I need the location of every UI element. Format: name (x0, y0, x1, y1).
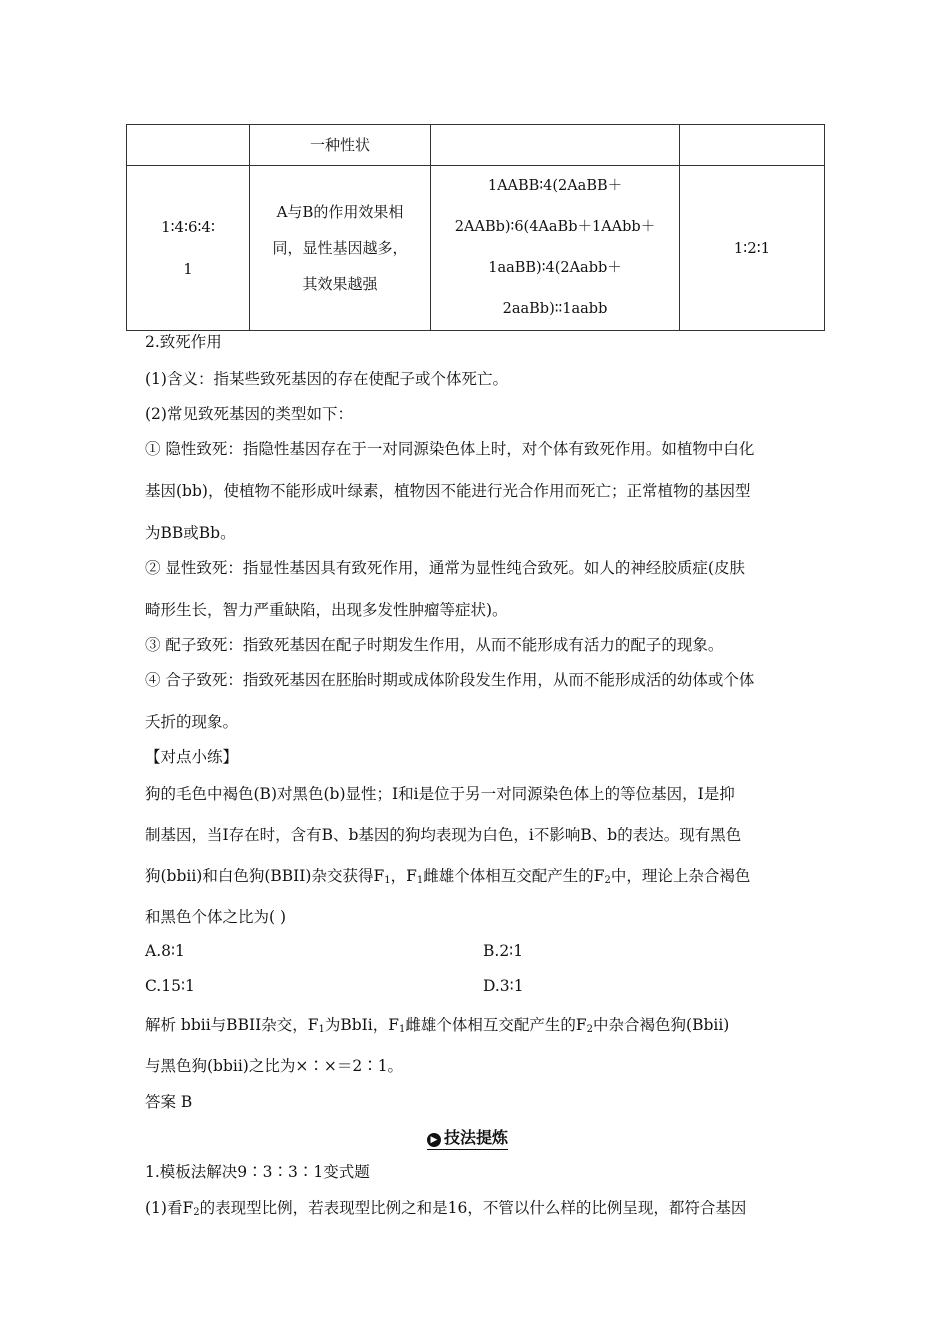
ratio-table (126, 124, 825, 331)
cell-line: 1 (183, 260, 193, 278)
answer-text: 答案 B (145, 1093, 193, 1111)
paragraph: ② 显性致死：指显性基因具有致死作用，通常为显性纯合致死。如人的神经胶质症(皮肤 (145, 559, 745, 577)
paragraph: (1)看$F_2$的表现型比例，若表现型比例之和是16，不管以什么样的比例呈现，都符合基因 (145, 1199, 747, 1218)
cell-line: 2AABb)∶6(4AaBb＋1AAbb＋ (454, 219, 656, 235)
table-cell (431, 125, 680, 166)
paragraph: 为BB或Bb。 (145, 524, 236, 542)
analysis-text: 解析 bbii与BBII杂交，$F_1$为BbIi，$F_1$雌雄个体相互交配产生的$F_2$中杂合褐色狗(Bbii) (145, 1016, 730, 1035)
section-title: 2.致死作用 (145, 333, 222, 351)
cell-line: 同，显性基因越多， (272, 239, 408, 257)
paragraph: ① 隐性致死：指隐性基因存在于一对同源染色体上时，对个体有致死作用。如植物中白化 (145, 440, 755, 458)
table-row (127, 166, 825, 331)
question-text: 狗的毛色中褐色(B)对黑色(b)显性；I和i是位于另一对同源染色体上的等位基因，I是抑 (145, 785, 735, 803)
table-row (127, 125, 825, 166)
option-c: C.15∶1 (145, 977, 195, 995)
table-cell (431, 166, 680, 331)
analysis-text: 与黑色狗(bbii)之比为×∶×＝2∶1。 (145, 1057, 404, 1075)
paragraph: (1)含义：指某些致死基因的存在使配子或个体死亡。 (145, 370, 508, 388)
question-text: 和黑色个体之比为( ) (145, 908, 287, 926)
table-cell (250, 166, 431, 331)
question-text: 狗(bbii)和白色狗(BBII)杂交获得$F_1$，$F_1$雌雄个体相互交配产生的$F_2$中，理论上杂合褐色 (145, 867, 751, 886)
table-cell (127, 125, 250, 166)
cell-line: 1aaBB)∶4(2Aabb＋ (488, 260, 622, 276)
paragraph: 基因(bb)，使植物不能形成叶绿素，植物因不能进行光合作用而死亡；正常植物的基因型 (145, 482, 751, 500)
table-cell (127, 166, 250, 331)
option-d: D.3∶1 (483, 977, 524, 995)
table-cell (680, 125, 825, 166)
question-text: 制基因，当I存在时，含有B、b基因的狗均表现为白色，i不影响B、b的表达。现有黑色 (145, 826, 742, 844)
option-b: B.2∶1 (483, 942, 524, 960)
heading-label: 技法提炼 (444, 1128, 509, 1147)
table-cell: 一种性状 (250, 125, 431, 166)
cell-line: 2aaBb)∶∶1aabb (502, 301, 608, 317)
paragraph: 夭折的现象。 (145, 713, 239, 731)
option-a: A.8∶1 (145, 942, 185, 960)
cell-line: A与B的作用效果相 (276, 203, 404, 221)
cell-line: 1∶4∶6∶4∶ (161, 218, 215, 236)
paragraph: 畸形生长，智力严重缺陷，出现多发性肿瘤等症状)。 (145, 601, 508, 619)
cell-line: 1AABB∶4(2AaBB＋ (487, 178, 623, 194)
play-icon: ▶ (427, 1133, 441, 1147)
paragraph: ④ 合子致死：指致死基因在胚胎时期或成体阶段发生作用，从而不能形成活的幼体或个体 (145, 671, 755, 689)
table-cell: 1∶2∶1 (680, 166, 825, 331)
practice-title: 【对点小练】 (145, 748, 239, 766)
paragraph: ③ 配子致死：指致死基因在配子时期发生作用，从而不能形成有活力的配子的现象。 (145, 636, 724, 654)
cell-line: 其效果越强 (302, 275, 378, 293)
paragraph: 1.模板法解决9∶3∶3∶1变式题 (145, 1163, 370, 1181)
paragraph: (2)常见致死基因的类型如下： (145, 405, 353, 423)
technique-heading (427, 1125, 508, 1150)
